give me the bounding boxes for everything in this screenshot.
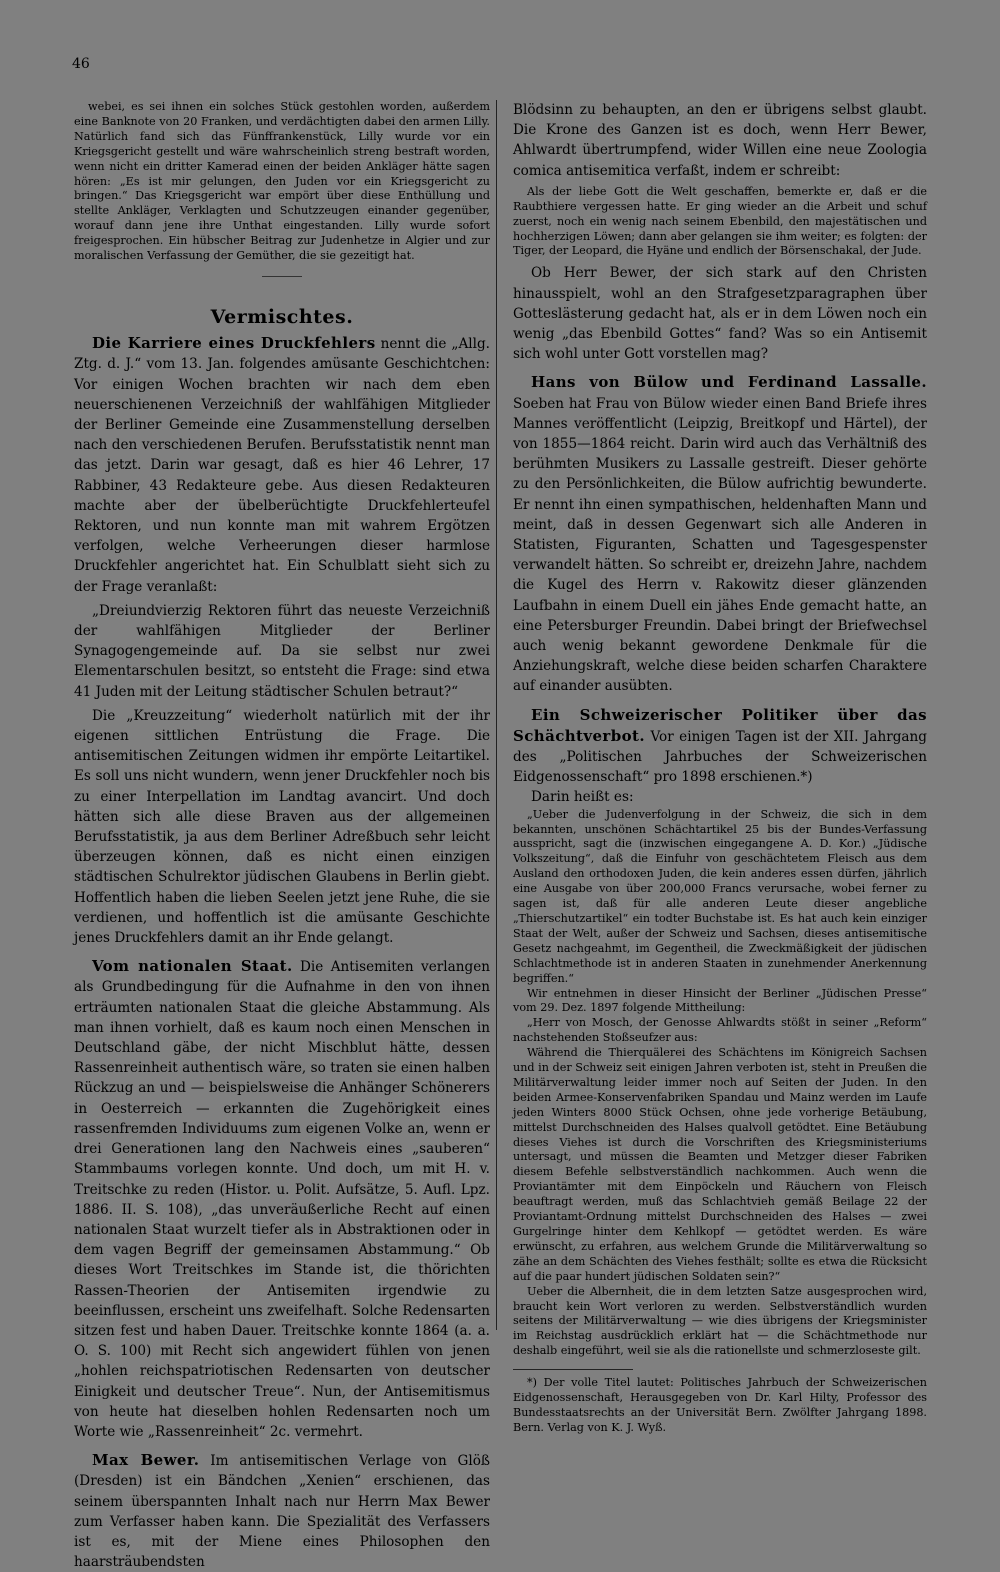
left-column	[74, 100, 490, 1572]
footnote: *) Der volle Titel lautet: Politisches Jahrbuch der Schweizerischen Eidgenossenschaft, Herausgegeben von Dr. Karl Hilty, Professor des Bundesstaatsrechts an der Universität Bern. Zwölfter Jahrgang 1898. Bern. Verlag von K. J. Wyß.	[513, 1376, 927, 1434]
column-rule	[496, 100, 497, 1330]
schaecht-quote-1: „Ueber die Judenverfolgung in der Schweiz, die sich in dem bekannten, unschönen Schächtartikel 25 bis der Bundes-Verfassung ausspricht, sagt die (inzwischen eingegangene A. D. Kor.) „Jüdische Volkszeitung“, daß die Einfuhr von geschächtetem Fleisch aus dem Ausland den orthodoxen Juden, die kein anderes essen dürfen, jährlich eine Ausgabe von über 200,000 Francs verursache, wobei ferner zu sagen ist, daß für alle anderen Leute dieser angebliche „Thierschutzartikel“ ein todter Buchstabe ist. Es hat auch kein einziger Staat der Welt, außer der Schweiz und Sachsen, dieses antisemitische Gesetz nachgeahmt, im Gegentheil, die Zweckmäßigkeit der jüdischen Schlachtmethode ist in anderen Staaten in zunehmender Anerkennung begriffen.“	[513, 807, 927, 985]
schaecht-paragraph	[513, 705, 927, 788]
intro-paragraph: webei, es sei ihnen ein solches Stück gestohlen worden, außerdem eine Banknote von 20 Franken, und verdächtigten dabei den armen Lilly. Natürlich fand sich das Fünffrankenstück, Lilly wurde vor ein Kriegsgericht gestellt und wäre wahrscheinlich streng bestraft worden, wenn nicht ein dritter Kamerad einen der beiden Ankläger hätte sagen hören: „Es ist mir gelungen, den Juden vor ein Kriegsgericht zu bringen.“ Das Kriegsgericht war empört über diese Enthüllung und stellte Ankläger, Verklagten und Schutzzeugen einander gegenüber, worauf dann jene ihre Unthat eingestanden. Lilly wurde sofort freigesprochen. Ein hübscher Beitrag zur Judenhetze in Algier und zur moralischen Verfassung der Gemüther, die sie gezeitigt hat.	[74, 100, 490, 263]
schaecht-text: Vor einigen Tagen ist der XII. Jahrgang des „Politischen Jahrbuches der Schweizerischen Eidgenossenschaft“ pro 1898 erschienen.*)	[513, 728, 927, 786]
staat-heading: Vom nationalen Staat.	[92, 957, 293, 976]
schaecht-quote-4: Während die Thierquälerei des Schächtens im Königreich Sachsen und in der Schweiz seit einigen Jahren verboten ist, steht in Preußen die Militärverwaltung leider immer noch auf Seiten der Juden. In den beiden Armee-Konservenfabriken Spandau und Mainz werden im Laufe jeden Winters 8000 Stück Ochsen, ohne jede vorherige Betäubung, mittelst Durchschneiden des Halses qualvoll getödtet. Eine Betäubung dieses Viehes ist durch die Vorschriften des Kriegsministeriums untersagt, und müssen die Beamten und Metzger dieser Fabriken diesem Befehle selbstverständlich nachkommen. Auch wenn die Proviantämter mit dem Einpöckeln und Räuchern von Fleisch beauftragt werden, muß das Schlachtvieh gemäß Beilage 22 der Proviantamt-Ordnung mittelst Durchschneiden des Halses — zwei Gurgelringe hinter dem Kehlkopf — getödtet werden. Es wäre erwünscht, zu erfahren, aus welchem Grunde die Militärverwaltung so zähe an dem Schächten des Viehes festhält; sollte es etwa die Rücksicht auf die paar hundert jüdischen Soldaten sein?“	[513, 1046, 927, 1283]
intro-block	[74, 100, 490, 264]
staat-text: Die Antisemiten verlangen als Grundbedingung für die Aufnahme in den von ihnen erträumten nationalen Staat die gleiche Abstammung. Als man ihnen vorhielt, daß es kaum noch einen Menschen in Deutschland gäbe, der nicht Mischblut hätte, dessen Rassenreinheit authentisch wäre, so traten sie einen halben Rückzug an und — beispielsweise die Anhänger Schönerers in Oesterreich — erkannten die Zugehörigkeit eines rassenfremden Individuums zum eigenen Volke an, wenn er drei Generationen lang den Nachweis eines „sauberen“ Stammbaums vorlegen konnte. Und doch, um mit H. v. Treitschke zu reden (Histor. u. Polit. Aufsätze, 5. Aufl. Lpz. 1886. II. S. 108), „das unveräußerliche Recht auf einen nationalen Staat wurzelt tiefer als in Abstraktionen oder in dem vagen Begriff der gemeinsamen Abstammung.“ Ob dieses Wort Treitschkes im Stande ist, die thörichten Rassen-Theorien der Antisemiten irgendwie zu beeinflussen, erscheint uns zweifelhaft. Solche Redensarten sitzen fest und haben Dauer. Treitschke konnte 1864 (a. a. O. S. 100) mit Recht sich angewidert fühlen von jenen „hohlen reichspatriotischen Redensarten von deutscher Einigkeit und deutscher Treue“. Nun, der Antisemitismus von heute hat dieselben hohlen Redensarten noch um Worte wie „Rassenreinheit“ 2c. vermehrt.	[74, 959, 490, 1440]
buelow-heading: Hans von Bülow und Ferdinand Lassalle.	[531, 373, 927, 392]
buelow-paragraph	[513, 372, 927, 696]
bewer-continuation: Blödsinn zu behaupten, an den er übrigens selbst glaubt. Die Krone des Ganzen ist es doch, wenn Herr Bewer, Ahlwardt übertrumpfend, wider Willen eine neue Zoologia comica antisemitica verfaßt, indem er schreibt:	[513, 102, 927, 179]
schaecht-quote-2: Wir entnehmen in dieser Hinsicht der Berliner „Jüdischen Presse“ vom 29. Dez. 1897 folgende Mittheilung:	[513, 986, 927, 1015]
karriere-heading: Die Karriere eines Druckfehlers	[92, 334, 376, 353]
bewer-paragraph	[74, 1450, 490, 1572]
footnote-rule	[513, 1369, 633, 1370]
bewer-paragraph-2: Ob Herr Bewer, der sich stark auf den Christen hinausspielt, wohl an den Strafgesetzparagraphen über Gotteslästerung gedacht hat, als er in dem Löwen noch ein wenig „das Ebenbild Gottes“ fand? Was so ein Antisemit sich wohl unter Gott vorstellen mag?	[513, 265, 927, 363]
bewer-text: Im antisemitischen Verlage von Glöß (Dresden) ist ein Bändchen „Xenien“ erschienen, das seinem überspannten Inhalt nach nur Herrn Max Bewer zum Verfasser haben kann. Die Spezialität des Verfassers ist es, mit der Miene eines Philosophen den haarsträubendsten	[74, 1453, 490, 1571]
section-divider	[262, 276, 302, 277]
karriere-text: nennt die „Allg. Ztg. d. J.“ vom 13. Jan. folgendes amüsante Geschichtchen: Vor einigen Wochen brachten wir nach dem eben neuerschienenen Verzeichniß der wahlfähigen Mitglieder der Berliner Gemeinde eine Zusammenstellung derselben nach den verschiedenen Berufen. Berufsstatistik nennt man das jetzt. Darin war gesagt, daß es hier 46 Lehrer, 17 Rabbiner, 43 Redakteure gebe. Aus diesen Redakteuren machte aber der übelberüchtigte Druckfehlerteufel Rektoren, und nun konnte man mit wahrem Ergötzen verfolgen, welche Verheerungen dieser harmlose Druckfehler angerichtet hat. Ein Schulblatt sieht sich zu der Frage veranlaßt:	[74, 336, 490, 595]
schaecht-quote-block	[513, 808, 927, 1436]
karriere-paragraph-2: Die „Kreuzzeitung“ wiederholt natürlich mit der ihr eigenen sittlichen Entrüstung die Frage. Die antisemitischen Zeitungen widmen ihr empörte Leitartikel. Es soll uns nicht wundern, wenn jener Druckfehler noch bis zu einer Interpellation im Landtag avancirt. Und doch hätten sich alle diese Braven aus der allgemeinen Berufsstatistik, ja aus dem Berliner Adreßbuch sehr leicht überzeugen können, daß es nicht einen einzigen städtischen Schulrektor jüdischen Glaubens in Berlin giebt. Hoffentlich haben die lieben Seelen jetzt jene Ruhe, die sie verdienen, und hoffentlich ist die amüsante Geschichte jenes Druckfehlers damit an ihr Ende gelangt.	[74, 707, 490, 947]
staat-paragraph	[74, 956, 490, 1442]
karriere-quote: „Dreiundvierzig Rektoren führt das neueste Verzeichniß der wahlfähigen Mitglieder der Berliner Synagogengemeinde auf. Da sie selbst nur zwei Elementarschulen besitzt, so entsteht die Frage: sind etwa 41 Juden mit der Leitung städtischer Schulen betraut?“	[74, 602, 490, 700]
bewer-quote-block	[513, 185, 927, 260]
schaecht-quote-3: „Herr von Mosch, der Genosse Ahlwardts stößt in seiner „Reform“ nachstehenden Stoßseufzer aus:	[513, 1016, 927, 1045]
buelow-text: Soeben hat Frau von Bülow wieder einen Band Briefe ihres Mannes veröffentlicht (Leipzig, Breitkopf und Härtel), der von 1855—1864 reicht. Darin wird auch das Verhältniß des berühmten Musikers zu Lassalle gestreift. Dieser gehörte zu den Persönlichkeiten, die Bülow aufrichtig bewunderte. Er nennt ihn einen sympathischen, heldenhaften Mann und meint, daß in dessen Gegenwart sich alle Anderen in Statisten, Figuranten, Schatten und Tagesgespenster verwandelt hätten. So schreibt er, dreizehn Jahre, nachdem die Kugel des Herrn v. Rakowitz dieser glänzenden Laufbahn in einem Duell ein jähes Ende gemacht hatte, an eine Petersburger Freundin. Dabei bringt der Briefwechsel auch wenig bekannt gewordene Denkmale für die Anziehungskraft, welche diese beiden scharfen Charaktere auf einander ausübten.	[513, 395, 927, 695]
schaecht-quote-5: Ueber die Albernheit, die in dem letzten Satze ausgesprochen wird, braucht kein Wort verloren zu werden. Selbstverständlich wurden seitens der Militärverwaltung — wie dies übrigens der Kriegsminister im Reichstag ausdrücklich erklärt hat — die Schächtmethode nur deshalb eingeführt, weil sie als die rationellste und schmerzloseste gilt.	[513, 1284, 927, 1358]
schaecht-heading: Ein Schweizerischer Politiker über das Schächtverbot.	[513, 705, 927, 745]
schaecht-intro: Darin heißt es:	[531, 789, 634, 806]
page-number: 46	[72, 56, 90, 72]
bewer-quote: Als der liebe Gott die Welt geschaffen, bemerkte er, daß er die Raubthiere vergessen hatte. Er ging wieder an die Arbeit und schuf zuerst, noch ein wenig nach seinem Ebenbild, den majestätischen und hochherzigen Löwen; dann aber gelangen sie ihm weiter; es folgten: der Tiger, der Leopard, die Hyäne und endlich der Börsenschakal, der Jude.	[513, 184, 927, 258]
right-column	[513, 100, 927, 1436]
bewer-heading: Max Bewer.	[92, 1451, 200, 1470]
karriere-paragraph	[74, 333, 490, 597]
section-title: Vermischtes.	[210, 305, 354, 328]
